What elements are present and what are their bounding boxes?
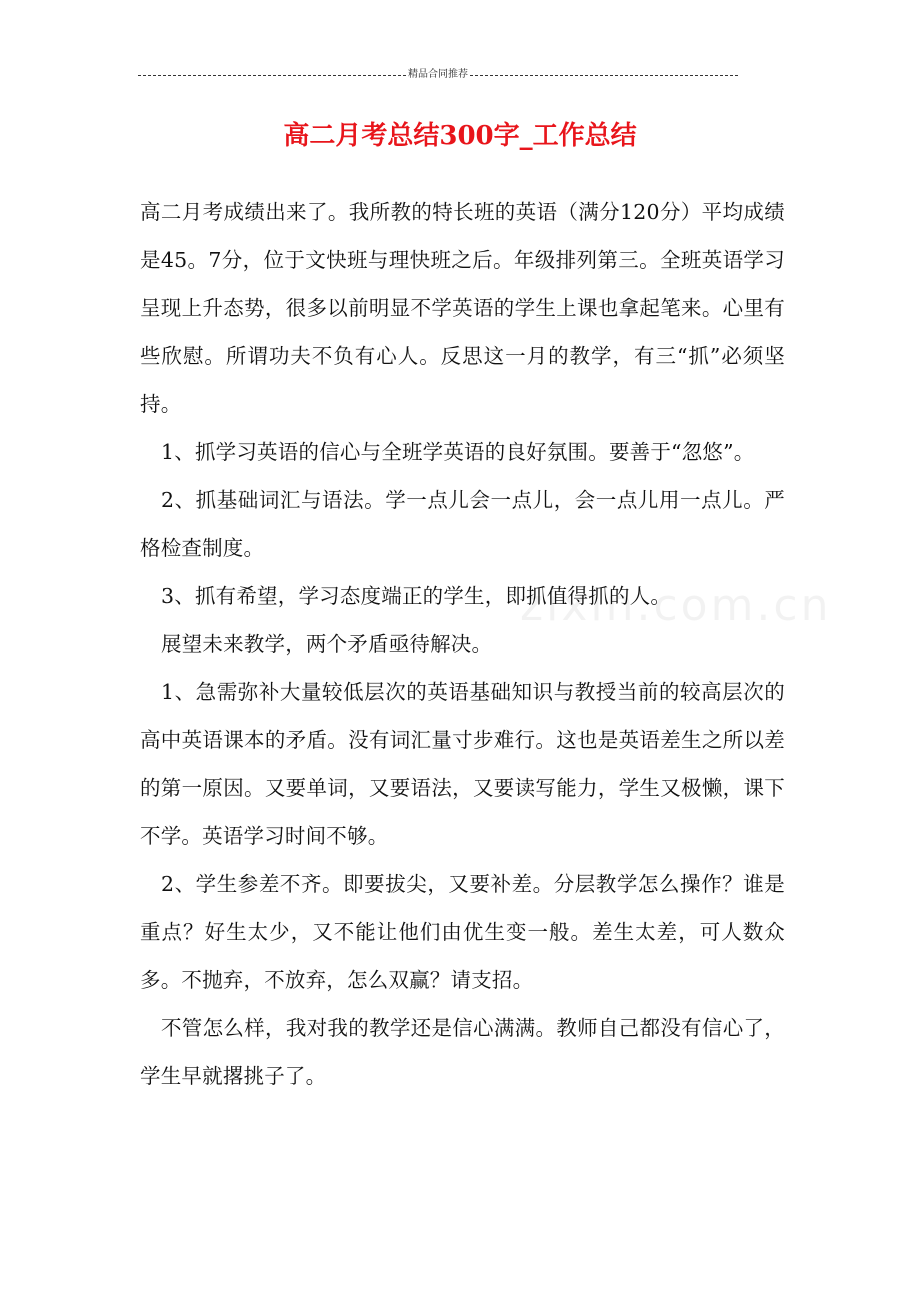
paragraph-outlook: 展望未来教学，两个矛盾亟待解决。 (161, 632, 493, 656)
paragraph-intro: 高二月考成绩出来了。我所教的特长班的英语（满分120分）平均成绩是45。7分，位于文快班与理快班之后。年级排列第三。全班英语学习呈现上升态势，很多以前明显不学英语的学生上课也拿起笔来。心里有些欣慰。所谓功夫不负有心人。反思这一月的教学，有三“抓”必须坚持。 (140, 200, 785, 416)
header-tag: 精品合同推荐 (408, 69, 468, 80)
paragraph-conclusion: 不管怎么样，我对我的教学还是信心满满。教师自己都没有信心了，学生早就撂挑子了。 (140, 1016, 785, 1088)
paragraph-point-2: 2、抓基础词汇与语法。学一点儿会一点儿，会一点儿用一点儿。严格检查制度。 (140, 488, 785, 560)
paragraph-problem-1: 1、急需弥补大量较低层次的英语基础知识与教授当前的较高层次的高中英语课本的矛盾。没有词汇量寸步难行。这也是英语差生之所以差的第一原因。又要单词，又要语法，又要读写能力，学生又极懒，课下不学。英语学习时间不够。 (140, 680, 785, 848)
header-dashes-left (138, 75, 406, 76)
document-body (140, 188, 785, 1100)
paragraph-problem-2: 2、学生参差不齐。即要拔尖，又要补差。分层教学怎么操作？谁是重点？好生太少，又不能让他们由优生变一般。差生太差，可人数众多。不抛弃，不放弃，怎么双赢？请支招。 (140, 872, 785, 992)
header-dashes-right (470, 75, 738, 76)
watermark: zixin.com.cn (520, 580, 832, 631)
document-title: 高二月考总结300字_工作总结 (283, 121, 637, 151)
paragraph-point-3: 3、抓有希望，学习态度端正的学生，即抓值得抓的人。 (161, 584, 672, 608)
page-header (138, 69, 738, 81)
paragraph-point-1: 1、抓学习英语的信心与全班学英语的良好氛围。要善于“忽悠”。 (161, 440, 755, 464)
